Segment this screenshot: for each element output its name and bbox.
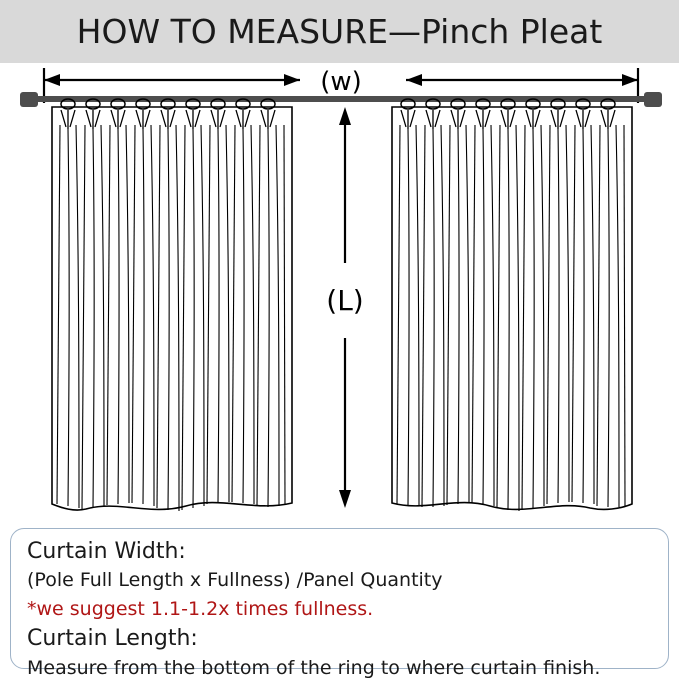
fullness-suggestion-note: *we suggest 1.1-1.2x times fullness. <box>27 598 374 620</box>
curtain-width-formula: (Pole Full Length x Fullness) /Panel Quantity <box>27 569 443 591</box>
left-curtain-panel <box>52 99 292 511</box>
length-label: (L) <box>326 284 364 317</box>
curtain-length-heading: Curtain Length: <box>27 626 198 651</box>
curtain-width-heading: Curtain Width: <box>27 539 186 564</box>
page-title: HOW TO MEASURE—Pinch Pleat <box>76 12 603 51</box>
measurement-legend-box <box>10 528 669 679</box>
curtain-diagram <box>0 63 679 533</box>
right-panel-pleats <box>401 110 615 129</box>
curtain-length-instruction: Measure from the bottom of the ring to where curtain finish. <box>27 657 601 679</box>
left-panel-pleats <box>61 110 275 129</box>
width-label: (w) <box>320 67 362 97</box>
right-curtain-panel <box>392 99 632 511</box>
